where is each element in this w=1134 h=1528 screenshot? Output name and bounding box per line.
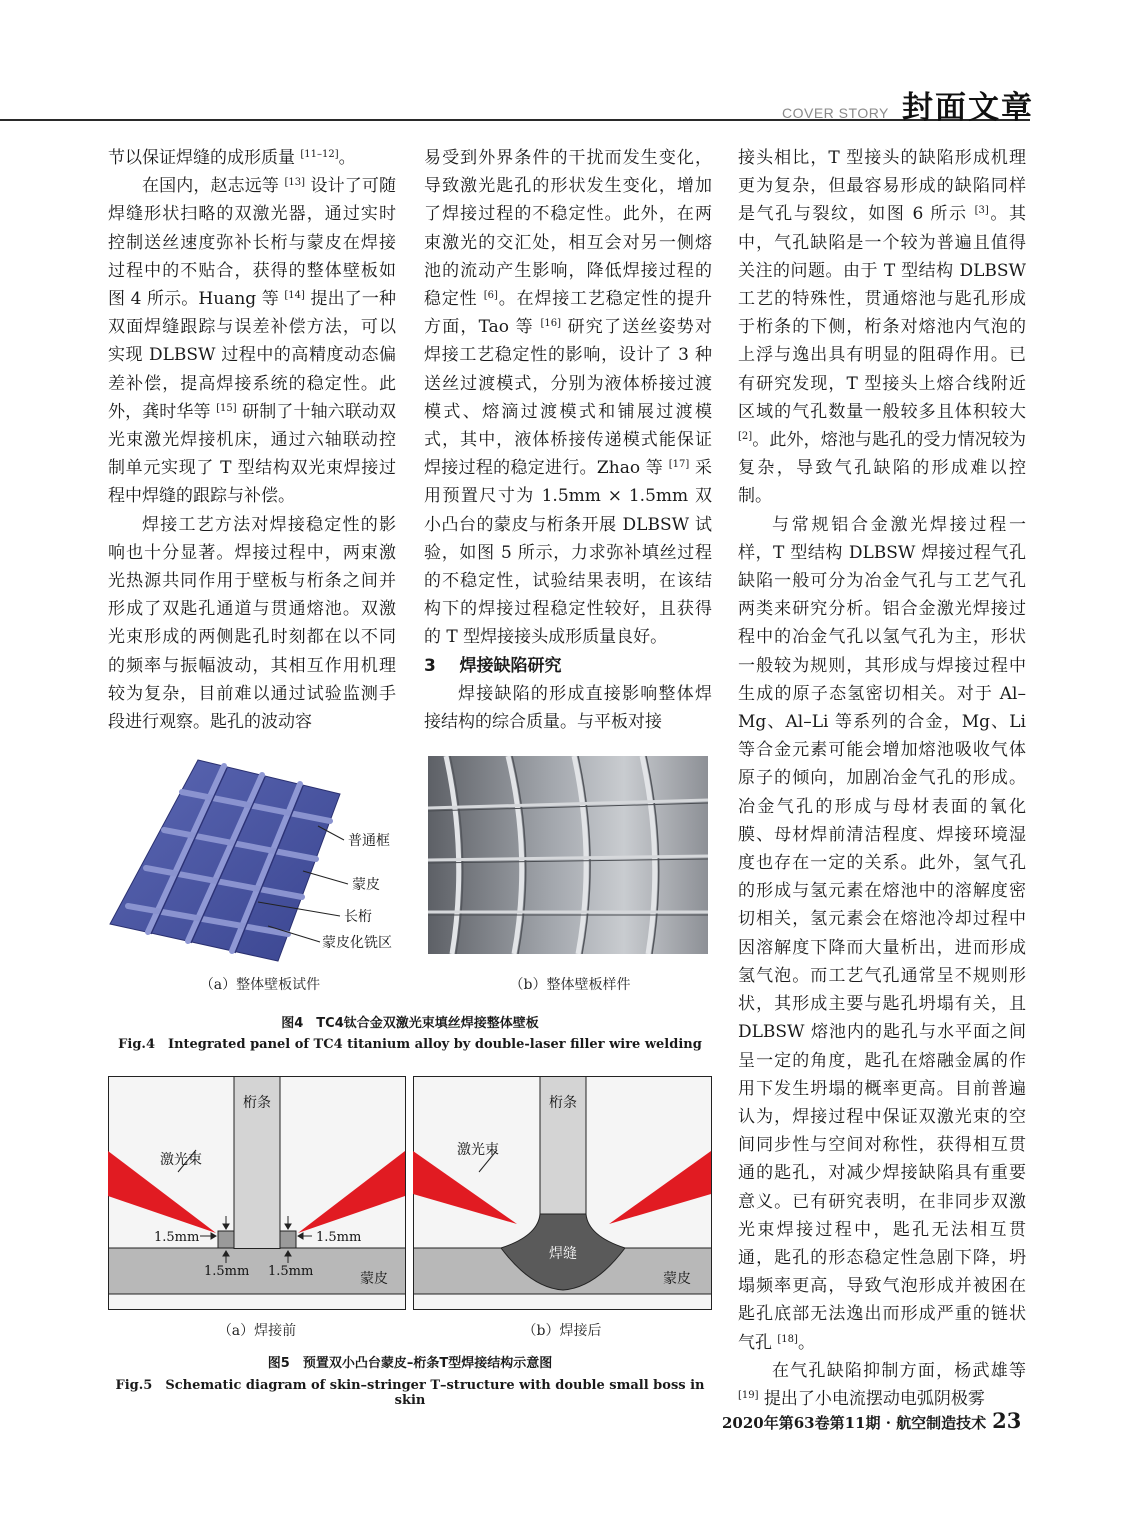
fig4-caption-en: Fig.4 Integrated panel of TC4 titanium alloy by double-laser filler wire welding	[118, 1037, 702, 1052]
text-run: 研制了十轴六联动双光束激光焊接机床，通过六轴联动控制单元实现了 T 型结构双光束焊接过程中焊缝的跟踪与补偿。	[108, 401, 397, 507]
section-3-heading	[424, 652, 712, 680]
header-title: 封面文章	[902, 90, 1034, 126]
text-run: 节以保证焊缝的成形质量	[108, 148, 301, 168]
fig4a-panel-render	[108, 756, 408, 964]
text-run: 易受到外界条件的干扰而发生变化，导致激光匙孔的形状发生变化，增加了焊接过程的不稳定性。此外，在两束激光的交汇处，相互会对另一侧熔池的流动产生影响，降低焊接过程的稳定性	[424, 148, 712, 310]
fig5b-after-welding	[413, 1076, 712, 1310]
fig5a-before-welding	[108, 1076, 406, 1310]
paragraph	[424, 680, 712, 736]
text-run: 焊接缺陷的形成直接影响整体焊接结构的综合质量。与平板对接	[424, 683, 712, 733]
paragraph	[108, 172, 396, 510]
citation-ref[interactable]: [6]	[483, 290, 498, 302]
text-run: 与常规铝合金激光焊接过程一样，T 型结构 DLBSW 焊接过程气孔缺陷一般可分为冶金气孔与工艺气孔两类来研究分析。铝合金激光焊接过程中的冶金气孔以氢气孔为主，形状一般较为规则，其形成与焊接过程中生成的原子态氢密切相关。对于 Al–Mg、Al–Li 等系列的合金，Mg、Li 等合金元素可能会增加熔池吸收气体原子的倾向，加剧冶金气孔的形成。冶金气孔的形成与母材表面的氧化膜、母材焊前清洁程度、焊接环境湿度也存在一定的关系。此外，氢气孔的形成与氢元素在熔池中的溶解度密切相关，氢元素会在熔池冷却过程中因溶解度下降而大量析出，进而形成氢气泡。而工艺气孔通常呈不规则形状，其形成主要与匙孔坍塌有关，且 DLBSW 熔池内的匙孔与水平面之间呈一定的角度，匙孔在熔融金属的作用下发生坍塌的概率更高。目前普遍认为，焊接过程中保证双激光束的空间同步性与空间对称性，获得相互贯通的匙孔，对减少焊接缺陷具有重要意义。已有研究表明，在非同步双激光束焊接过程中，匙孔无法相互贯通，匙孔的形态稳定性急剧下降，坍塌频率更高，导致气泡形成并被困在匙孔底部无法逸出而形成严重的链状气孔	[738, 514, 1026, 1353]
paragraph	[738, 1357, 1026, 1413]
fig5a-laser-label: 激光束	[160, 1152, 202, 1168]
text-run: 。	[338, 148, 356, 168]
column-2-section	[424, 680, 712, 736]
page-number: 23	[992, 1408, 1022, 1433]
fig5-caption-en: Fig.5 Schematic diagram of skin–stringer T–structure with double small boss in skin	[115, 1378, 705, 1408]
citation-ref[interactable]: [19]	[738, 1389, 759, 1401]
fig5-caption-cn: 图5 预置双小凸台蒙皮–桁条T型焊接结构示意图	[267, 1356, 553, 1371]
fig5a-subcaption: （a）焊接前	[217, 1323, 297, 1339]
fig5a-dim-left: 1.5mm	[154, 1230, 200, 1245]
citation-ref[interactable]: [2]	[738, 431, 753, 443]
citation-ref[interactable]: [17]	[668, 459, 690, 471]
citation-ref[interactable]: [13]	[284, 177, 305, 189]
text-run: 。	[797, 1332, 815, 1353]
citation-ref[interactable]: [15]	[216, 402, 237, 414]
label-skin: 蒙皮	[352, 877, 380, 893]
text-run: 在气孔缺陷抑制方面，杨武雄等	[772, 1360, 1026, 1381]
text-run: 采用预置尺寸为 1.5mm × 1.5mm 双小凸台的蒙皮与桁条开展 DLBSW 试验，如图 5 所示，力求弥补填丝过程的不稳定性，试验结果表明，在该结构下的焊接过程稳定性较好，且获得的 T 型焊接接头成形质量良好。	[424, 458, 712, 648]
paragraph	[108, 511, 396, 737]
text-run: 设计了可随焊缝形状扫略的双激光器，通过实时控制送丝速度弥补长桁与蒙皮在焊接过程中的不贴合，获得的整体壁板如图 4 所示。Huang 等	[108, 176, 396, 310]
page-footer	[722, 1408, 1021, 1433]
text-run: 提出了一种双面焊缝跟踪与误差补偿方法，可以实现 DLBSW 过程中的高精度动态偏差补偿，提高焊接系统的稳定性。此外，龚时华等	[108, 289, 397, 422]
column-3	[738, 144, 1026, 1413]
citation-ref[interactable]: [14]	[284, 290, 305, 302]
text-run: 在国内，赵志远等	[142, 176, 285, 197]
text-run: 。其中，气孔缺陷是一个较为普遍且值得关注的问题。由于 T 型结构 DLBSW 工艺的特殊性，贯通熔池与匙孔形成于桁条的下侧，桁条对熔池内气泡的上浮与逸出具有明显的阻碍作用。已有研究发现，T 型接头上熔合线附近区域的气孔数量一般较多且体积较大	[738, 204, 1027, 422]
citation-ref[interactable]: [18]	[777, 1333, 798, 1345]
fig5b-laser-label: 激光束	[457, 1142, 499, 1158]
fig5a-dim-bottom-right: 1.5mm	[268, 1264, 314, 1279]
text-run: 。在焊接工艺稳定性的提升方面，Tao 等	[424, 289, 713, 338]
citation-ref[interactable]: [11–12]	[300, 149, 339, 160]
citation-ref[interactable]: [16]	[540, 318, 561, 330]
fig5b-weld-label: 焊缝	[549, 1246, 577, 1262]
text-run: 研究了送丝姿势对焊接工艺稳定性的影响，设计了 3 种送丝过渡模式，分别为液体桥接过渡模式、熔滴过渡模式和铺展过渡模式，其中，液体桥接传递模式能保证焊接过程的稳定进行。Zhao 等	[424, 317, 713, 479]
label-stringer: 长桁	[344, 909, 372, 925]
fig4b-subcaption: （b）整体壁板样件	[509, 977, 631, 993]
citation-ref[interactable]: [3]	[974, 205, 989, 217]
text-run: 提出了小电流摆动电弧阴极雾	[758, 1388, 985, 1409]
paragraph	[108, 144, 396, 172]
fig4a-subcaption: （a）整体壁板试件	[199, 977, 321, 993]
paragraph	[738, 511, 1026, 1357]
label-milled-zone: 蒙皮化铣区	[322, 935, 392, 951]
fig5b-subcaption: （b）焊接后	[522, 1323, 602, 1339]
fig5a-skin-label: 蒙皮	[360, 1271, 388, 1287]
paragraph	[424, 144, 712, 652]
text-run: 接头相比，T 型接头的缺陷形成机理更为复杂，但最容易形成的缺陷同样是气孔与裂纹，如图 6 所示	[738, 148, 1026, 225]
column-2-body	[424, 144, 712, 652]
fig4b-panel-photo	[428, 756, 708, 954]
column-1	[108, 144, 396, 736]
header-english: COVER STORY	[782, 105, 889, 121]
text-run: 。此外，熔池与匙孔的受力情况较为复杂，导致气孔缺陷的形成难以控制。	[738, 430, 1026, 507]
label-frame: 普通框	[348, 833, 390, 849]
column-2	[424, 144, 712, 736]
fig5a-stringer-label: 桁条	[243, 1095, 271, 1111]
fig5b-skin-label: 蒙皮	[663, 1271, 691, 1287]
text-run: 焊接工艺方法对焊接稳定性的影响也十分显著。焊接过程中，两束激光热源共同作用于壁板与桁条之间并形成了双匙孔通道与贯通熔池。双激光束形成的两侧匙孔时刻都在以不同的频率与振幅波动，其相互作用机理较为复杂，目前难以通过试验监测手段进行观察。匙孔的波动容	[108, 514, 396, 733]
fig5a-dim-bottom-left: 1.5mm	[204, 1264, 250, 1279]
section-number: 3	[424, 655, 436, 676]
footer-journal: 2020年第63卷第11期 · 航空制造技术	[722, 1414, 987, 1432]
paragraph	[738, 144, 1026, 511]
fig4-caption-cn: 图4 TC4钛合金双激光束填丝焊接整体壁板	[281, 1016, 539, 1031]
fig5a-dim-right: 1.5mm	[316, 1230, 362, 1245]
section-title: 焊接缺陷研究	[459, 655, 562, 676]
fig5b-stringer-label: 桁条	[549, 1095, 577, 1111]
